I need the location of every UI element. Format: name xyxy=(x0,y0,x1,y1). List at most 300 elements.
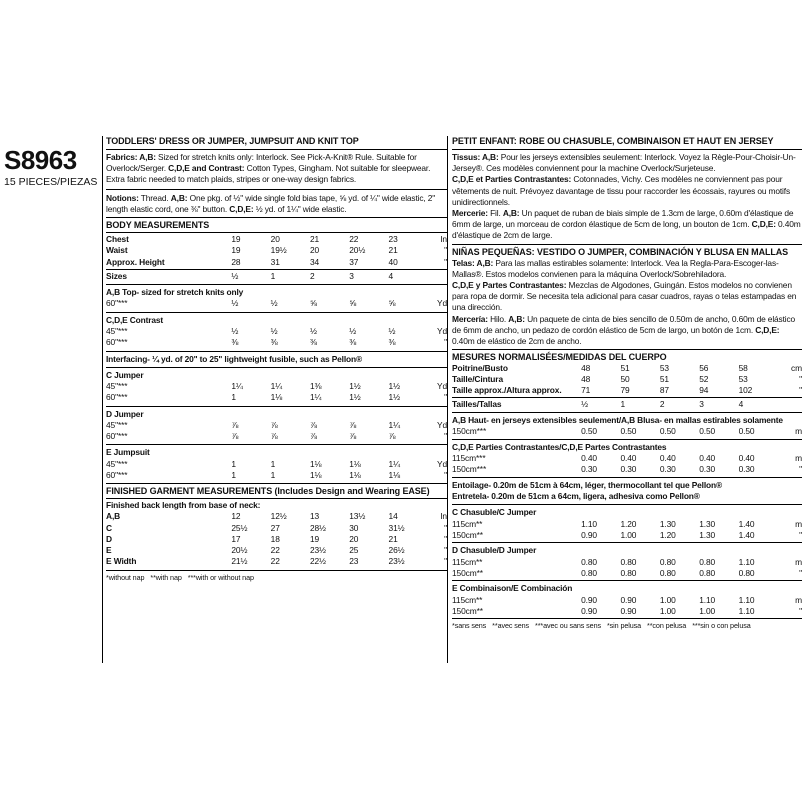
cell-unit: " xyxy=(444,469,447,480)
cell-value: 1¼ xyxy=(231,380,243,391)
cell-value: 28½ xyxy=(309,522,326,533)
cell-value: 23½ xyxy=(388,556,405,567)
cell-value: 25½ xyxy=(231,522,248,533)
section-title: C,D,E Contrast xyxy=(106,314,163,325)
body-measurements-header: BODY MEASUREMENTS xyxy=(106,220,210,231)
cell-unit: " xyxy=(444,392,447,403)
cell-value: 1.00 xyxy=(659,605,676,616)
row-label: E xyxy=(106,545,112,556)
pattern-number: S8963 xyxy=(4,145,77,175)
cell-unit: " xyxy=(444,556,447,567)
cell-value: 18 xyxy=(270,533,280,544)
cell-value: 58 xyxy=(738,363,748,374)
cell-value: 1¼ xyxy=(309,392,322,403)
cell-value: 1⅛ xyxy=(349,469,361,480)
table-row xyxy=(106,420,447,431)
mercerie-text: Mercerie: Fil. A,B: Un paquet de ruban de biais simple de 1.3cm de large, 0.60m d'élastique de 6mm de large, un morceau de cordon élastique de 5cm de long, un bouton de 1cm. C,D,E: 0.40m d'élastique de 2cm de large. xyxy=(452,208,801,241)
row-label: 60"*** xyxy=(106,392,128,403)
row-label: Poitrine/Busto xyxy=(452,363,508,374)
table-row xyxy=(452,530,802,541)
cell-value: 87 xyxy=(659,385,669,396)
cell-value: 22 xyxy=(270,556,280,567)
cell-value: 1⅜ xyxy=(309,380,322,391)
cell-value: ⅜ xyxy=(231,337,239,348)
cell-value: ⅜ xyxy=(349,337,357,348)
cell-value: 1.10 xyxy=(699,594,716,605)
fabrics-text: Fabrics: A,B: Sized for stretch knits only: Interlock. See Pick-A-Knit® Rule. Suitable for Overlock/Serger. C,D,E and Contrast: Cotton Types, Gingham. Not suitable for sleepwear. Extra fabric needed to match plaids, stripes or one-way design fabrics. xyxy=(106,152,431,185)
row-label: 150cm*** xyxy=(452,426,487,437)
cell-value: 1.10 xyxy=(581,518,597,529)
section-title: A,B Top- sized for stretch knits only xyxy=(106,287,244,298)
cell-value: 1.20 xyxy=(659,529,676,540)
cell-value: 1.40 xyxy=(738,529,755,540)
cell-unit: " xyxy=(799,374,802,385)
mesures-table xyxy=(452,363,802,396)
cell-value: 0.50 xyxy=(699,426,716,437)
cell-value: 1.00 xyxy=(659,594,676,605)
cell-value: 0.80 xyxy=(699,567,716,578)
cell-value: 19 xyxy=(309,533,320,544)
cell-value: 22½ xyxy=(309,556,326,567)
row-label: 60"*** xyxy=(106,337,128,348)
cell-value: 53 xyxy=(738,374,748,385)
footnote-item: **avec sens xyxy=(492,621,530,631)
footnote-item: **with nap xyxy=(150,572,182,582)
row-label: Chest xyxy=(106,234,129,245)
table-row xyxy=(452,568,802,579)
table-row xyxy=(452,385,802,396)
section-title: D Jumper xyxy=(106,408,144,419)
cell-value: 0.40 xyxy=(620,453,637,464)
cell-value: ½ xyxy=(388,325,396,336)
cell-value: 1.30 xyxy=(699,529,716,540)
cell-value: 0.40 xyxy=(659,453,676,464)
finished-subheader: Finished back length from base of neck: xyxy=(106,500,261,511)
cell-value: 21 xyxy=(309,234,320,245)
row-label: 150cm** xyxy=(452,529,483,540)
cell-value: 12½ xyxy=(270,511,287,522)
cell-value: 20 xyxy=(309,245,320,256)
table-row xyxy=(452,606,802,617)
cell-value: 50 xyxy=(620,374,630,385)
cell-value: 31½ xyxy=(388,522,405,533)
table-row xyxy=(452,426,802,437)
cell-value: 0.90 xyxy=(620,605,637,616)
cell-value: 20 xyxy=(349,533,359,544)
cell-value: 0.50 xyxy=(738,426,755,437)
cell-value: 0.80 xyxy=(659,567,676,578)
table-row xyxy=(106,556,447,567)
yardage-table xyxy=(106,381,447,404)
cell-value: 1⅛ xyxy=(309,469,322,480)
cell-unit: " xyxy=(444,533,447,544)
table-row xyxy=(452,519,802,530)
cell-unit: " xyxy=(444,545,447,556)
cell-value: 0.80 xyxy=(581,556,597,567)
cell-value: 4 xyxy=(738,398,744,409)
cell-value: 0.30 xyxy=(738,464,755,475)
row-label: E Width xyxy=(106,556,137,567)
cell-value: 1 xyxy=(270,458,276,469)
cell-value: 19½ xyxy=(270,245,287,256)
cell-value: 94 xyxy=(699,385,709,396)
cell-value: 56 xyxy=(699,363,709,374)
cell-value: 17 xyxy=(231,533,241,544)
cell-value: 3 xyxy=(699,398,704,409)
footnote-item: ***sin o con pelusa xyxy=(692,621,751,631)
cell-value: 1½ xyxy=(388,392,400,403)
section-title: D Chasuble/D Jumper xyxy=(452,545,537,556)
cell-value: 30 xyxy=(349,522,359,533)
cell-value: ½ xyxy=(309,325,317,336)
cell-value: 0.30 xyxy=(581,464,597,475)
cell-unit: Yd xyxy=(436,380,447,391)
table-row xyxy=(106,459,447,470)
cell-value: ⅞ xyxy=(309,431,317,441)
footnote-item: *sans sens xyxy=(452,621,487,631)
table-row xyxy=(106,337,447,348)
cell-value: 22 xyxy=(270,545,280,556)
cell-unit: m xyxy=(795,556,802,567)
cell-value: 12 xyxy=(231,511,241,522)
cell-unit: m xyxy=(795,594,802,605)
cell-value: 1¼ xyxy=(270,380,283,391)
cell-value: 23 xyxy=(388,234,398,245)
row-label: C xyxy=(106,522,112,533)
cell-value: 20½ xyxy=(231,545,248,556)
table-row xyxy=(106,545,447,556)
row-label: 45"*** xyxy=(106,325,128,336)
cell-value: 0.30 xyxy=(620,464,637,475)
cell-value: 1⅛ xyxy=(270,392,283,403)
cell-value: 27 xyxy=(270,522,280,533)
cell-value: 1.10 xyxy=(738,556,755,567)
table-row xyxy=(106,431,447,442)
cell-value: 1.00 xyxy=(620,529,637,540)
tissus-text: Tissus: A,B: Pour les jerseys extensibles seulement: Interlock. Voyez la Règle-Pour-Choisir-Un-Jersey®. Ces modèles conviennent pour la machine Overlock/Surjeteuse. C,D,E et Parties Contrastantes: Cotonnades, Vichy. Ces modèles ne conviennent pas pour vêtements de nuit. Prévoyez davantage de tissu pour raccorder les écossais, rayures ou motifs unidirectionnels. xyxy=(452,152,796,207)
section-title: E Combinaison/E Combinación xyxy=(452,583,573,594)
cell-value: 1⅛ xyxy=(309,458,322,469)
cell-value: 0.90 xyxy=(620,594,637,605)
cell-value: 0.80 xyxy=(659,556,676,567)
row-label: Taille/Cintura xyxy=(452,374,504,385)
yardage-table xyxy=(106,459,447,482)
cell-value: ⅝ xyxy=(309,298,317,309)
cell-value: ⅝ xyxy=(388,298,396,309)
cell-value: 34 xyxy=(309,256,320,267)
yardage-table xyxy=(452,557,802,579)
cell-value: 1 xyxy=(231,392,236,403)
cell-value: 1½ xyxy=(349,392,361,403)
row-label: 45"*** xyxy=(106,458,128,469)
merceria-text: Mercería: Hilo. A,B: Un paquete de cinta de bies sencillo de 0.50m de ancho, 0.60m de elástico de 6mm de ancho, un pedazo de cordón elástico de 5cm de largo, un botón de 1cm. C,D,E: 0.40m de elástico de 2cm de ancho. xyxy=(452,313,796,347)
table-row xyxy=(106,381,447,392)
interfacing-text: Interfacing- ¼ yd. of 20" to 25" lightweight fusible, such as Pellon® xyxy=(106,353,362,364)
table-row xyxy=(106,392,447,403)
cell-value: 48 xyxy=(581,374,591,385)
cell-value: 0.50 xyxy=(620,426,637,437)
cell-value: 53 xyxy=(659,363,669,374)
cell-value: ⅞ xyxy=(231,419,239,430)
table-row xyxy=(106,470,447,481)
table-row xyxy=(106,271,447,282)
table-row xyxy=(452,399,802,410)
cell-value: 1½ xyxy=(388,380,400,391)
cell-value: 4 xyxy=(388,270,394,281)
cell-unit: Yd xyxy=(436,458,447,469)
cell-value: ½ xyxy=(231,270,239,281)
spanish-title: NIÑAS PEQUEÑAS: VESTIDO O JUMPER, COMBINACIÓN Y BLUSA EN MALLAS xyxy=(452,246,789,257)
cell-value: ⅜ xyxy=(388,337,396,348)
cell-value: ⅞ xyxy=(388,431,396,441)
cell-value: 1 xyxy=(270,469,276,480)
yardage-table xyxy=(106,298,447,309)
cell-value: 20 xyxy=(270,234,280,245)
cell-value: 31 xyxy=(270,256,280,267)
pattern-brand xyxy=(4,146,98,189)
row-label: 115cm** xyxy=(452,556,483,567)
section-title: C Chasuble/C Jumper xyxy=(452,507,537,518)
cell-value: ½ xyxy=(349,325,357,336)
section-title: C,D,E Parties Contrastantes/C,D,E Partes Contrastantes xyxy=(452,441,667,452)
cell-unit: Yd xyxy=(436,298,447,309)
cell-unit: In xyxy=(440,511,447,522)
cell-value: ⅞ xyxy=(349,431,357,441)
row-label: 150cm** xyxy=(452,567,483,578)
cell-unit: " xyxy=(799,385,802,396)
cell-value: 0.30 xyxy=(699,464,716,475)
mesures-header: MESURES NORMALISÉES/MEDIDAS DEL CUERPO xyxy=(452,352,667,363)
cell-value: 21 xyxy=(388,245,398,256)
cell-unit: " xyxy=(444,522,447,533)
row-label: 150cm** xyxy=(452,605,483,616)
cell-unit xyxy=(778,399,802,410)
cell-value: 1⅛ xyxy=(349,458,361,469)
cell-value: 51 xyxy=(659,374,669,385)
cell-value: ½ xyxy=(270,325,278,336)
cell-value: 1¼ xyxy=(388,458,400,469)
cell-value: 1 xyxy=(231,458,236,469)
table-row xyxy=(106,326,447,337)
row-label: 60"*** xyxy=(106,431,128,441)
row-label: 45"*** xyxy=(106,419,128,430)
cell-value: 0.50 xyxy=(581,426,597,437)
cell-value: 1.00 xyxy=(699,605,716,616)
footnote-item: *without nap xyxy=(106,572,145,582)
cell-value: 13½ xyxy=(349,511,366,522)
cell-unit: Yd xyxy=(436,325,447,336)
entretela-text: Entretela- 0.20m de 51cm a 64cm, ligera, adhesiva como Pellon® xyxy=(452,491,700,502)
cell-value: 52 xyxy=(699,374,709,385)
footnote-item: ***avec ou sans sens xyxy=(535,621,601,631)
cell-unit: In xyxy=(440,234,447,245)
cell-unit: " xyxy=(444,337,447,348)
cell-value: 19 xyxy=(231,245,241,256)
cell-value: 1 xyxy=(270,270,276,281)
table-row xyxy=(106,257,447,268)
sizes-row xyxy=(106,271,447,282)
cell-value: 0.40 xyxy=(581,453,597,464)
body-measurements-table xyxy=(106,234,447,268)
cell-value: 0.80 xyxy=(581,567,597,578)
footnote-item: ***with or without nap xyxy=(187,572,254,582)
cell-value: 0.50 xyxy=(659,426,676,437)
english-footnote xyxy=(106,573,447,582)
cell-value: 79 xyxy=(620,385,630,396)
cell-unit: " xyxy=(444,256,447,267)
cell-value: 71 xyxy=(581,385,591,396)
cell-value: 0.90 xyxy=(581,594,597,605)
cell-value: 0.90 xyxy=(581,529,597,540)
tailles-row xyxy=(452,399,802,410)
cell-value: 19 xyxy=(231,234,241,245)
row-label: 60"*** xyxy=(106,298,128,309)
footnote-item: *sin pelusa xyxy=(606,621,642,631)
french-spanish-section xyxy=(447,136,802,663)
french-title: PETIT ENFANT: ROBE OU CHASUBLE, COMBINAISON ET HAUT EN JERSEY xyxy=(452,136,774,146)
yardage-table xyxy=(106,420,447,443)
cell-value: 0.40 xyxy=(699,453,716,464)
row-label: 115cm** xyxy=(452,518,483,529)
cell-unit: " xyxy=(444,431,447,441)
footnote-item: **con pelusa xyxy=(647,621,687,631)
cell-value: 20½ xyxy=(349,245,366,256)
table-row xyxy=(452,453,802,464)
cell-value: 2 xyxy=(659,398,665,409)
cell-unit: " xyxy=(799,567,802,578)
cell-value: ½ xyxy=(231,325,239,336)
table-row xyxy=(106,534,447,545)
cell-value: ⅞ xyxy=(270,419,278,430)
section-title: C Jumper xyxy=(106,369,144,380)
row-label: 150cm*** xyxy=(452,464,487,475)
cell-value: 25 xyxy=(349,545,359,556)
cell-value: 1¼ xyxy=(388,419,400,430)
table-row xyxy=(452,464,802,475)
row-label: Waist xyxy=(106,245,128,256)
english-title: TODDLERS' DRESS OR JUMPER, JUMPSUIT AND KNIT TOP xyxy=(106,136,359,146)
cell-value: 2 xyxy=(309,270,315,281)
cell-value: 0.80 xyxy=(738,567,755,578)
cell-unit: " xyxy=(799,529,802,540)
cell-value: 23½ xyxy=(309,545,326,556)
row-label: 45"*** xyxy=(106,380,128,391)
cell-value: ⅞ xyxy=(309,419,317,430)
row-label: Sizes xyxy=(106,270,127,281)
table-row xyxy=(106,523,447,534)
table-row xyxy=(452,595,802,606)
cell-value: 14 xyxy=(388,511,398,522)
cell-value: 0.80 xyxy=(620,567,637,578)
section-title: E Jumpsuit xyxy=(106,447,150,458)
cell-value: ⅞ xyxy=(270,431,278,441)
cell-unit xyxy=(428,271,447,282)
yardage-table xyxy=(452,519,802,541)
cell-value: 1.30 xyxy=(699,518,716,529)
cell-unit: " xyxy=(444,245,447,256)
cell-value: 1.30 xyxy=(659,518,676,529)
cell-value: 40 xyxy=(388,256,398,267)
cell-value: 1⅛ xyxy=(388,469,400,480)
cell-unit: m xyxy=(795,426,802,437)
cell-value: 102 xyxy=(738,385,753,396)
cell-value: 1 xyxy=(231,469,236,480)
cell-value: 21 xyxy=(388,533,398,544)
entoilage-text: Entoilage- 0.20m de 51cm à 64cm, léger, thermocollant tel que Pellon® xyxy=(452,480,722,490)
cell-value: 1.20 xyxy=(620,518,637,529)
cell-value: 26½ xyxy=(388,545,405,556)
cell-value: 13 xyxy=(309,511,320,522)
cell-value: 37 xyxy=(349,256,359,267)
cell-value: ½ xyxy=(270,298,278,309)
cell-value: 23 xyxy=(349,556,359,567)
cell-unit: m xyxy=(795,518,802,529)
cell-value: 1 xyxy=(620,398,625,409)
cell-value: ⅝ xyxy=(349,298,357,309)
cell-value: 0.80 xyxy=(620,556,637,567)
cell-value: ½ xyxy=(231,298,239,309)
row-label: A,B xyxy=(106,511,121,522)
cell-value: 1½ xyxy=(349,380,361,391)
notions-text: Notions: Thread. A,B: One pkg. of ½" wide single fold bias tape, ⅝ yd. of ¼" wide elastic, 2" length elastic cord, one ⅜" button. C,D,E: ½ yd. of 1¼" wide elastic. xyxy=(106,192,436,214)
yardage-table xyxy=(452,426,802,437)
cell-value: 51 xyxy=(620,363,630,374)
cell-value: ½ xyxy=(581,398,588,409)
french-spanish-footnote xyxy=(452,621,802,630)
table-row xyxy=(452,374,802,385)
cell-value: 1.10 xyxy=(738,594,755,605)
row-label: Approx. Height xyxy=(106,256,165,267)
cell-value: 0.30 xyxy=(659,464,676,475)
cell-value: 0.40 xyxy=(738,453,755,464)
yardage-table xyxy=(452,595,802,617)
row-label: 115cm*** xyxy=(452,453,486,464)
table-row xyxy=(106,511,447,522)
piece-count: 15 PIECES/PIEZAS xyxy=(4,176,98,188)
telas-text: Telas: A,B: Para las mallas estirables solamente: Interlock. Vea la Regla-Para-Escoger-las-Mallas®. Estos modelos convienen para la máquina Overlock/Sobrehiladora. C,D,E y Partes Contrastantes: Mezclas de Algodones, Guingán. Estos modelos no convienen para ropa de dormir. Se necesita tela adicional para casar cuadros, rayas o telas estampadas en una dirección. xyxy=(452,257,797,313)
cell-value: ⅜ xyxy=(309,337,317,348)
cell-value: 22 xyxy=(349,234,359,245)
cell-value: 1.40 xyxy=(738,518,755,529)
cell-value: 1.10 xyxy=(738,605,755,616)
cell-value: ⅞ xyxy=(349,419,357,430)
row-label: Tailles/Tallas xyxy=(452,398,502,409)
row-label: Taille approx./Altura approx. xyxy=(452,385,562,396)
english-section xyxy=(102,136,447,663)
cell-value: ⅞ xyxy=(231,431,239,441)
row-label: 115cm** xyxy=(452,594,483,605)
cell-value: 3 xyxy=(349,270,354,281)
cell-value: 0.90 xyxy=(581,605,597,616)
table-row xyxy=(106,245,447,256)
cell-value: 21½ xyxy=(231,556,248,567)
cell-unit: m xyxy=(795,453,802,464)
table-row xyxy=(452,363,802,374)
finished-measurements-table xyxy=(106,511,447,567)
cell-unit: " xyxy=(799,605,802,616)
yardage-table xyxy=(452,453,802,475)
cell-value: 28 xyxy=(231,256,241,267)
section-title: A,B Haut- en jerseys extensibles seulement/A,B Blusa- en mallas estirables solamente xyxy=(452,414,783,425)
table-row xyxy=(106,298,447,309)
cell-unit: " xyxy=(799,464,802,475)
row-label: 60"*** xyxy=(106,469,128,480)
row-label: D xyxy=(106,533,112,544)
cell-value: 0.80 xyxy=(699,556,716,567)
cell-value: 48 xyxy=(581,363,591,374)
cell-value: ⅜ xyxy=(270,337,278,348)
cell-unit: cm xyxy=(791,363,802,374)
